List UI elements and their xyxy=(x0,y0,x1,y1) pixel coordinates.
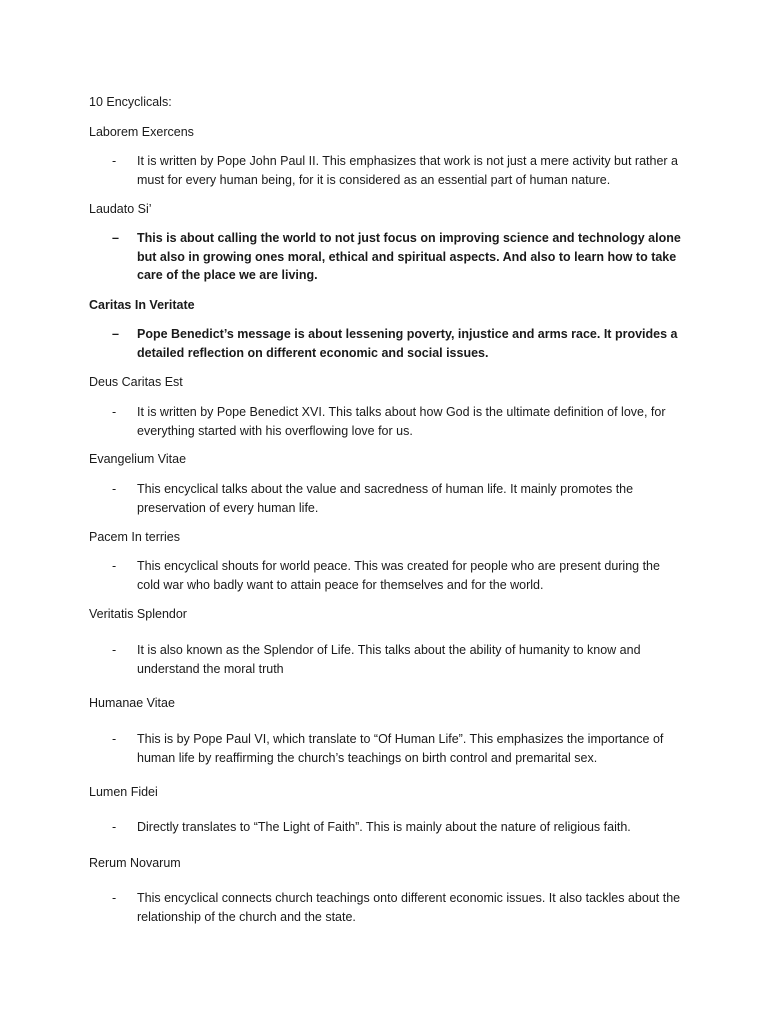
document-title: 10 Encyclicals: xyxy=(89,95,172,109)
encyclical-heading: Laudato Si’ xyxy=(89,202,152,216)
encyclical-heading: Humanae Vitae xyxy=(89,696,175,710)
encyclical-description: This encyclical talks about the value and sacredness of human life. It mainly promotes the preservation of every human life. xyxy=(137,482,634,515)
bullet-dash: - xyxy=(112,559,117,573)
encyclical-heading: Laborem Exercens xyxy=(89,125,194,139)
encyclical-description: This is by Pope Paul VI, which translate to “Of Human Life”. This emphasizes the importance of human life by reaffirming the church’s teachings on birth control and premarital sex. xyxy=(137,732,664,765)
encyclical-description: Directly translates to “The Light of Faith”. This is mainly about the nature of religious faith. xyxy=(137,820,631,834)
bullet-dash: - xyxy=(112,154,117,168)
encyclical-description: It is also known as the Splendor of Life. This talks about the ability of humanity to know and understand the moral truth xyxy=(137,643,641,676)
bullet-dash: - xyxy=(112,405,117,419)
bullet-dash: - xyxy=(112,732,117,746)
bullet-dash: - xyxy=(112,482,117,496)
bullet-dash: - xyxy=(112,643,117,657)
encyclical-heading: Deus Caritas Est xyxy=(89,375,183,389)
bullet-dash: – xyxy=(112,231,119,245)
encyclical-heading: Pacem In terries xyxy=(89,530,181,544)
encyclical-heading: Lumen Fidei xyxy=(89,785,158,799)
encyclical-description: It is written by Pope Benedict XVI. This talks about how God is the ultimate definition of love, for everything started with his overflowing love for us. xyxy=(137,405,666,438)
encyclical-heading: Rerum Novarum xyxy=(89,856,181,870)
encyclical-heading: Caritas In Veritate xyxy=(89,298,195,312)
encyclical-description: This encyclical shouts for world peace. This was created for people who are present during the cold war who badly want to attain peace for themselves and for the world. xyxy=(137,559,660,592)
encyclical-description: Pope Benedict’s message is about lessening poverty, injustice and arms race. It provides a detailed reflection on different economic and social issues. xyxy=(137,327,678,360)
bullet-dash: – xyxy=(112,327,119,341)
encyclical-description: It is written by Pope John Paul II. This emphasizes that work is not just a mere activity but rather a must for every human being, for it is considered as an essential part of human nature. xyxy=(137,154,678,187)
encyclical-heading: Evangelium Vitae xyxy=(89,452,187,466)
bullet-dash: - xyxy=(112,891,117,905)
encyclical-description: This is about calling the world to not just focus on improving science and technology alone but also in growing ones moral, ethical and spiritual aspects. And also to learn how to take care of the place we are living. xyxy=(137,231,681,282)
encyclical-heading: Veritatis Splendor xyxy=(89,607,187,621)
bullet-dash: - xyxy=(112,820,117,834)
encyclical-description: This encyclical connects church teachings onto different economic issues. It also tackles about the relationship of the church and the state. xyxy=(137,891,681,924)
